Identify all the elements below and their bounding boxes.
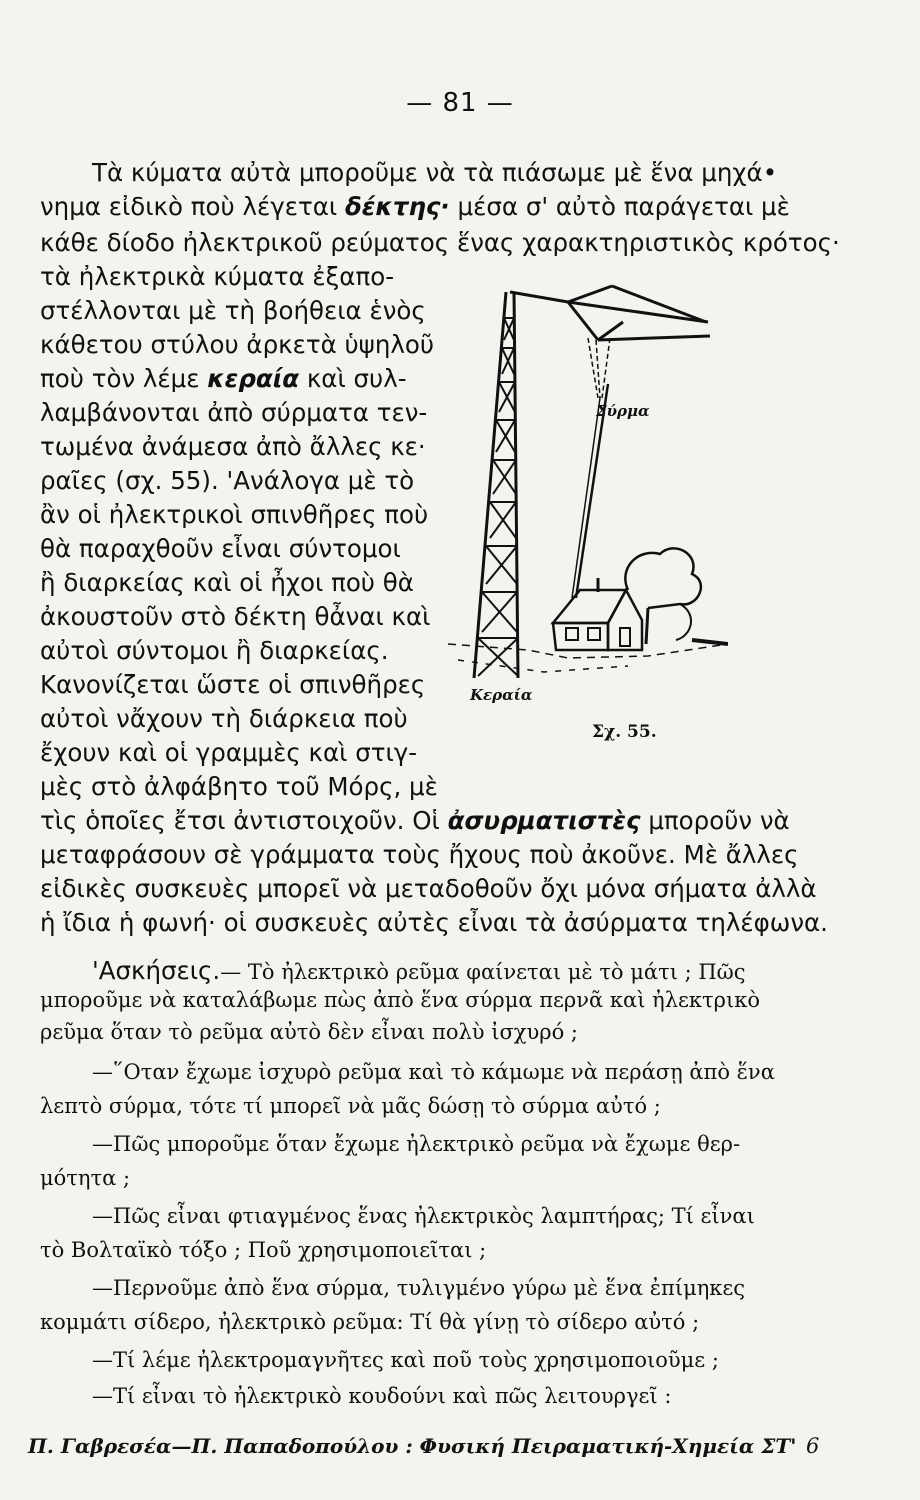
exercise-line: —Πῶς εἶναι φτιαγμένος ἕνας ἠλεκτρικὸς λαμπτήρας; Τί εἶναι	[92, 1204, 755, 1228]
wire-label: Σύρμα	[596, 402, 650, 420]
text-line: κάθετου στύλου ἀρκετὰ ὑψηλοῦ	[40, 330, 435, 359]
exercise-line: μότητα ;	[40, 1166, 131, 1190]
text-span: τὶς ὁποῖες ἔτσι ἀντιστοιχοῦν. Οἱ	[40, 806, 448, 835]
term-dektis: δέκτης·	[344, 192, 450, 221]
exercise-line: τὸ Βολταϊκὸ τόξο ; Ποῦ χρησιμοποιεῖται ;	[40, 1238, 487, 1262]
text-span: μποροῦν νὰ	[640, 806, 790, 835]
page-number: — 81 —	[406, 88, 514, 118]
text-line: ἡ ἴδια ἡ φωνή· οἱ συσκευὲς αὐτὲς εἶναι τὰ ἀσύρματα τηλέφωνα.	[40, 908, 828, 937]
text-line: ἀκουστοῦν στὸ δέκτη θἆναι καὶ	[40, 602, 431, 631]
exercise-line: ρεῦμα ὅταν τὸ ρεῦμα αὐτὸ δὲν εἶναι πολὺ ἰσχυρό ;	[40, 1020, 579, 1044]
text-line: αὐτοὶ σύντομοι ἢ διαρκείας.	[40, 636, 389, 665]
text-span: — Τὸ ἠλεκτρικὸ ρεῦμα φαίνεται μὲ τὸ μάτι ; Πῶς	[220, 960, 746, 984]
text-line: τωμένα ἀνάμεσα ἀπὸ ἄλλες κε·	[40, 432, 426, 461]
text-line	[40, 192, 790, 221]
text-line: ἂν οἱ ἠλεκτρικοὶ σπινθῆρες ποὺ	[40, 500, 429, 529]
text-span: μέσα σ' αὐτὸ παράγεται μὲ	[449, 192, 790, 221]
text-line: θὰ παραχθοῦν εἶναι σύντομοι	[40, 534, 401, 563]
text-line: λαμβάνονται ἀπὸ σύρματα τεν-	[40, 398, 428, 427]
text-line: εἰδικὲς συσκευὲς μπορεῖ νὰ μεταδοθοῦν ὄχι μόνα σήματα ἀλλὰ	[40, 874, 817, 903]
term-keraia: κεραία	[207, 364, 300, 393]
exercise-line: —Τί εἶναι τὸ ἠλεκτρικὸ κουδούνι καὶ πῶς λειτουργεῖ :	[92, 1384, 672, 1408]
text-line: ἔχουν καὶ οἱ γραμμὲς καὶ στιγ-	[40, 738, 418, 767]
figure-caption: Σχ. 55.	[592, 722, 657, 742]
text-line: Τὰ κύματα αὐτὰ μποροῦμε νὰ τὰ πιάσωμε μὲ ἕνα μηχά•	[92, 158, 778, 187]
text-line: μὲς στὸ ἀλφάβητο τοῦ Μόρς, μὲ	[40, 772, 438, 801]
exercise-line: λεπτὸ σύρμα, τότε τί μπορεῖ νὰ μᾶς δώσῃ τὸ σύρμα αὐτό ;	[40, 1094, 661, 1118]
footer-authors: Π. Γαβρεσέα—Π. Παπαδοπούλου : Φυσική Πειραματική-Χημεία ΣΤ'	[28, 1434, 797, 1458]
text-line: ραῖες (σχ. 55). 'Ανάλογα μὲ τὸ	[40, 466, 415, 495]
exercises-heading: 'Ασκήσεις.	[92, 956, 221, 985]
text-line: αὐτοὶ νἄχουν τὴ διάρκεια ποὺ	[40, 704, 408, 733]
exercise-line: —Περνοῦμε ἀπὸ ἕνα σύρμα, τυλιγμένο γύρω μὲ ἕνα ἐπίμηκες	[92, 1276, 746, 1300]
text-line: Κανονίζεται ὥστε οἱ σπινθῆρες	[40, 670, 426, 699]
exercise-line: —Πῶς μποροῦμε ὅταν ἔχωμε ἠλεκτρικὸ ρεῦμα νὰ ἔχωμε θερ-	[92, 1132, 741, 1156]
exercise-line	[92, 956, 746, 985]
exercise-line: κομμάτι σίδερο, ἠλεκτρικὸ ρεῦμα: Τί θὰ γίνῃ τὸ σίδερο αὐτό ;	[40, 1310, 700, 1334]
text-span: νημα εἰδικὸ ποὺ λέγεται	[40, 192, 345, 221]
text-span: καὶ συλ-	[299, 364, 407, 393]
text-line: ἢ διαρκείας καὶ οἱ ἦχοι ποὺ θὰ	[40, 568, 414, 597]
antenna-label: Κεραία	[470, 686, 533, 704]
term-asyrmatistes: ἀσυρματιστὲς	[447, 806, 641, 835]
exercise-line: —῞Οταν ἔχωμε ἰσχυρὸ ρεῦμα καὶ τὸ κάμωμε νὰ περάσῃ ἀπὸ ἕνα	[92, 1060, 775, 1084]
text-line	[40, 806, 790, 835]
exercise-line: —Τί λέμε ἠλεκτρομαγνῆτες καὶ ποῦ τοὺς χρησιμοποιοῦμε ;	[92, 1348, 719, 1372]
sheet-number: 6	[806, 1434, 820, 1458]
text-span: ποὺ τὸν λέμε	[40, 364, 208, 393]
text-line: τὰ ἠλεκτρικὰ κύματα ἐξαπο-	[40, 262, 395, 291]
text-line: στέλλονται μὲ τὴ βοήθεια ἑνὸς	[40, 296, 426, 325]
text-line: κάθε δίοδο ἠλεκτρικοῦ ρεύματος ἕνας χαρακτηριστικὸς κρότος·	[40, 228, 840, 257]
text-line: μεταφράσουν σὲ γράμματα τοὺς ἤχους ποὺ ἀκοῦνε. Μὲ ἄλλες	[40, 840, 799, 869]
exercise-line: μποροῦμε νὰ καταλάβωμε πὼς ἀπὸ ἕνα σύρμα περνᾶ καὶ ἠλεκτρικὸ	[40, 988, 760, 1012]
text-line	[40, 364, 407, 393]
